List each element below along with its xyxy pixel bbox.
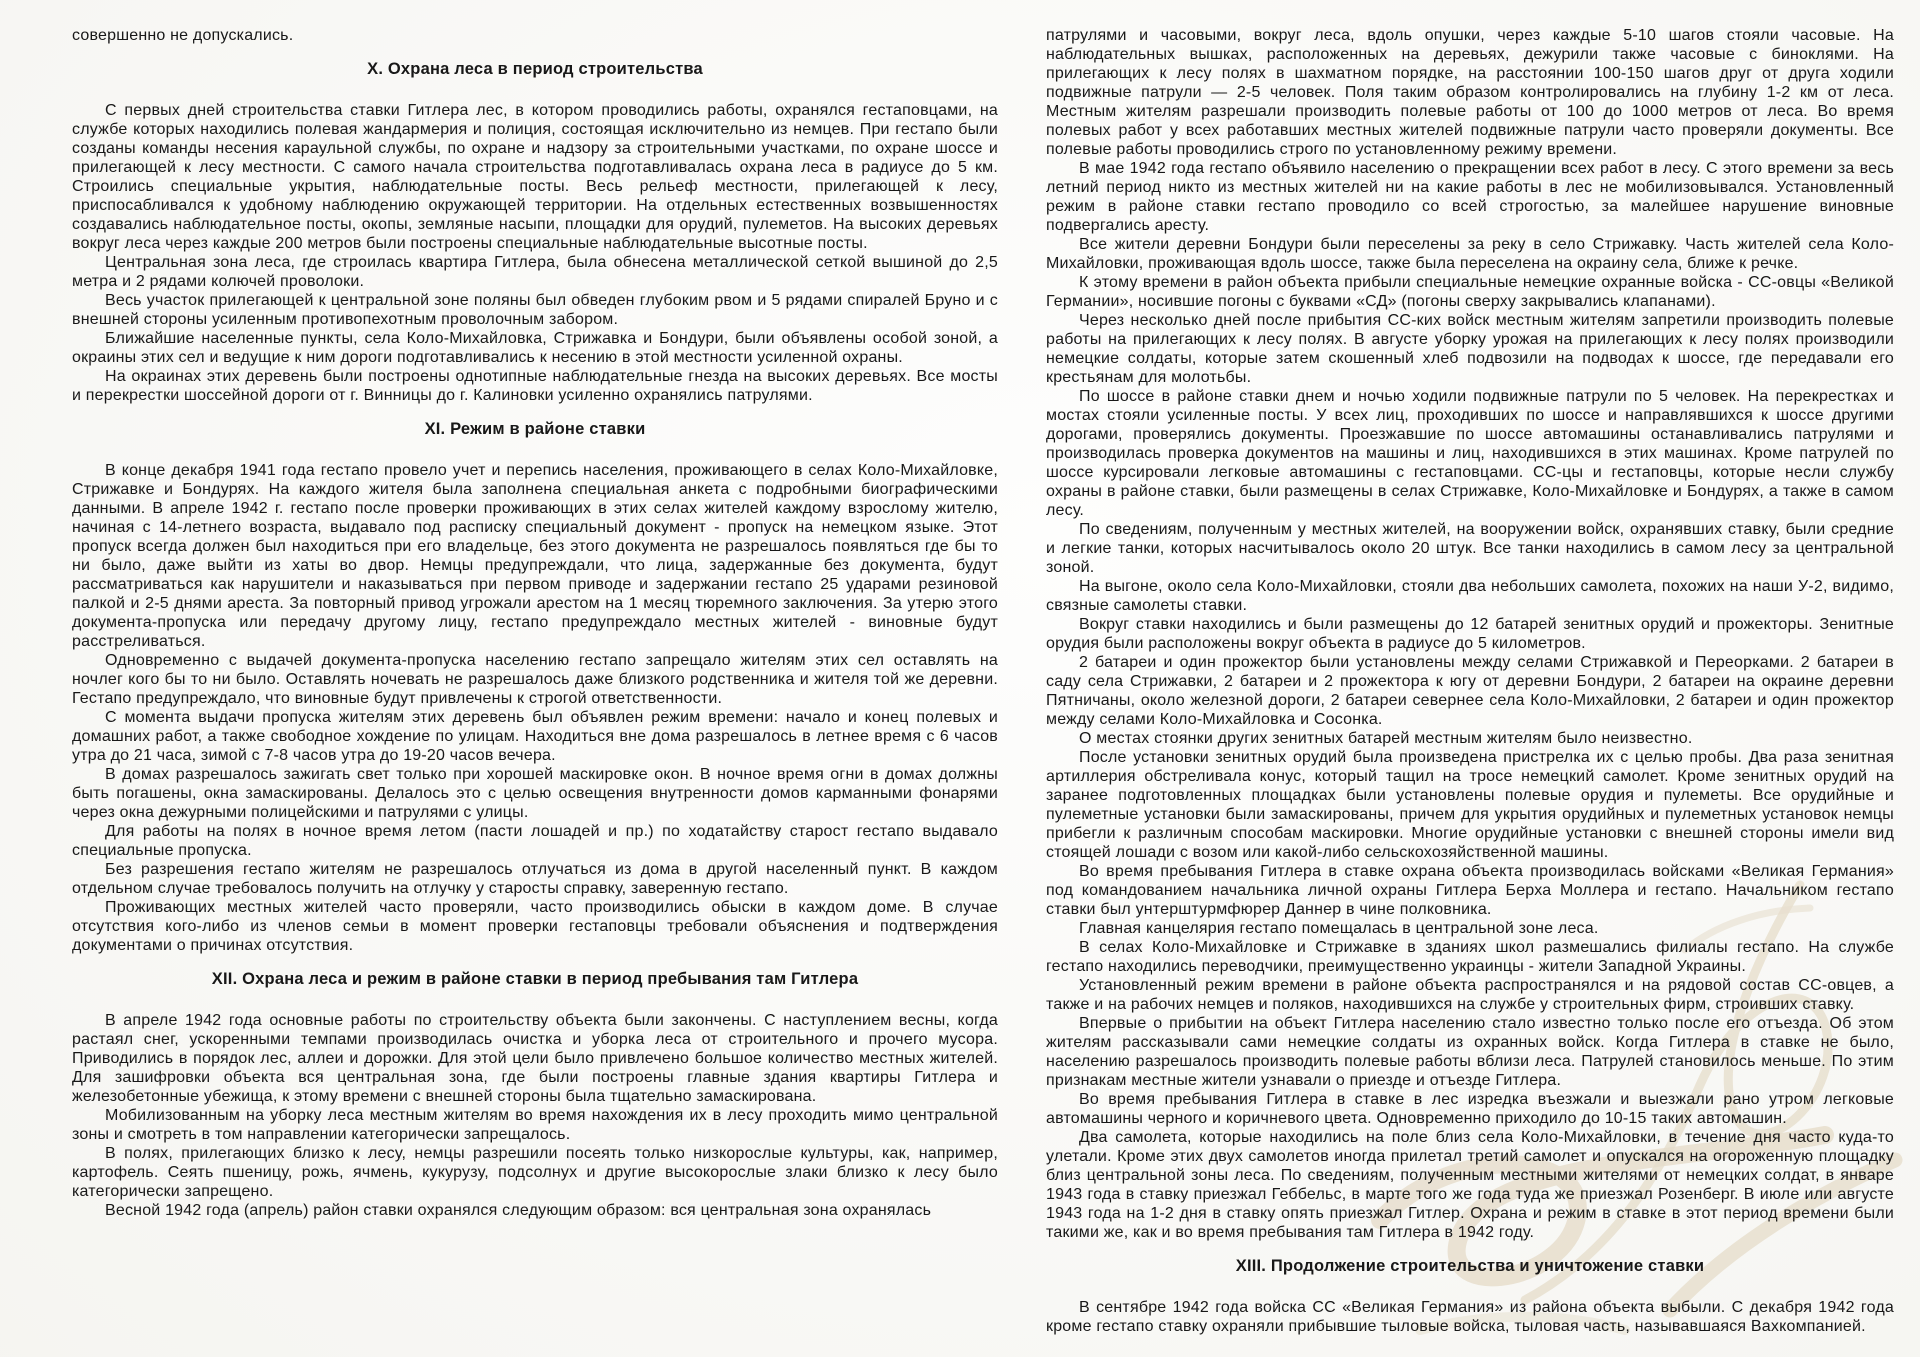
paragraph: Все жители деревни Бондури были переселены за реку в село Стрижавку. Часть жителей села Коло-Михайловки, проживающая вдоль шоссе, также была переселена на окраину села, ближе к речке. [1046,236,1894,272]
paragraph: В домах разрешалось зажигать свет только при хорошей маскировке окон. В ночное время огни в домах должны быть погашены, окна замаскированы. Делалось это с целью освещения внутренности домов карманными фонарями через окна дежурными полицейскими и патрулями с улицы. [72,766,998,821]
paragraph: Весь участок прилегающей к центральной зоне поляны был обведен глубоким рвом и 5 рядами спиралей Бруно и с внешней стороны усиленным противопехотным проволочным забором. [72,292,998,328]
paragraph: Установленный режим времени в районе объекта распространялся и на рядовой состав СС-овцев, а также и на рабочих немцев и поляков, находившихся на службе у строительных фирм, строивших ставку. [1046,977,1894,1013]
paragraph: В апреле 1942 года основные работы по строительству объекта были закончены. С наступлением весны, когда растаял снег, ускоренными темпами производилась очистка и уборка леса от строительного и прочего мусора. Приводились в порядок лес, аллеи и дорожки. Для этой цели было привлечено большое количество местных жителей. Для зашифровки объекта вся центральная зона, где были построены главные здания квартиры Гитлера и железобетонные убежища, к этому времени с внешней стороны была тщательно замаскирована. [72,1012,998,1105]
paragraph: Ближайшие населенные пункты, села Коло-Михайловка, Стрижавка и Бондури, были объявлены особой зоной, а окраины этих сел и ведущие к ним дороги подготавливались к несению в этой местности усиленной охраны. [72,330,998,366]
paragraph: Мобилизованным на уборку леса местным жителям во время нахождения их в лесу проходить мимо центральной зоны и смотреть в том направлении категорически запрещалось. [72,1107,998,1143]
carryover-fragment: совершенно не допускались. [72,27,294,44]
paragraph: Одновременно с выдачей документа-пропуска населению гестапо запрещало жителям этих сел оставлять на ночлег кого бы то ни было. Оставлять ночевать не разрешалось даже близкого родственника и жителя той же деревни. Гестапо предупреждало, что виновные будут привлечены к строгой ответственности. [72,652,998,707]
paragraph: По сведениям, полученным у местных жителей, на вооружении войск, охранявших ставку, были средние и легкие танки, которых насчитывалось около 20 штук. Все танки находились в самом лесу за центральной зоной. [1046,521,1894,576]
right-column [1046,26,1894,1336]
paragraph: После установки зенитных орудий была произведена пристрелка их с целью пробы. Два раза зенитная артиллерия обстреливала конус, который тащил на тросе немецкий самолет. Кроме зенитных орудий на заранее подготовленных площадках были установлены полевые орудия и пулеметы. Все орудийные и пулеметные установки были замаскированы, причем для укрытия орудийных и пулеметных установок немцы прибегли к различным способам маскировки. Многие орудийные установки с внешней стороны имели вид стоящей лошади с возом или какой-либо сельскохозяйственной машины. [1046,749,1894,861]
paragraph: На окраинах этих деревень были построены однотипные наблюдательные гнезда на высоких деревьях. Все мосты и перекрестки шоссейной дороги от г. Винницы до г. Калиновки усиленно охранялись патрулями. [72,368,998,404]
paragraph: Весной 1942 года (апрель) район ставки охранялся следующим образом: вся центральная зона охранялась [105,1202,932,1219]
carryover-fragment: патрулями и часовыми, вокруг леса, вдоль опушки, через каждые 5-10 шагов стояли часовые. На наблюдательных вышках, расположенных на деревьях, дежурили также часовые с биноклями. На прилегающих к лесу полях в шахматном порядке, на расстоянии 100-150 шагов друг от друга ходили подвижные патрули — 2-5 человек. Поля таким образом контролировались на глубину 1-2 км от леса. Местным жителям разрешали производить полевые работы от 100 до 1000 метров от леса. Во время полевых работ у всех работавших местных жителей подвижные патрули часто проверяли документы. Все полевые работы проводились строго по установленному режиму времени. [1046,27,1894,158]
paragraph: В селах Коло-Михайловке и Стрижавке в зданиях школ размешались филиалы гестапо. На службе гестапо находились переводчики, преимущественно украинцы - жители Западной Украины. [1046,939,1894,975]
paragraph: По шоссе в районе ставки днем и ночью ходили подвижные патрули по 5 человек. На перекрестках и мостах стояли усиленные посты. У всех лиц, проходивших по шоссе и направлявшихся к шоссе другими дорогами, проверялись документы. Проезжавшие по шоссе автомашины останавливались патрулями и производилась проверка документов на машины и лиц, находившихся в этих машинах. Кроме патрулей по шоссе курсировали легковые автомашины с гестаповцами. СС-цы и гестаповцы, которые несли службу охраны в районе ставки, были размещены в селах Стрижавке, Коло-Михайловке и Бондурях, а также в самом лесу. [1046,388,1894,519]
paragraph: Во время пребывания Гитлера в ставке в лес изредка въезжали и выезжали рано утром легковые автомашины черного и коричневого цвета. Одновременно приходило до 10-15 таких автомашин. [1046,1091,1894,1127]
paragraph: В мае 1942 года гестапо объявило населению о прекращении всех работ в лесу. С этого времени за весь летний период никто из местных жителей ни на какие работы в лес не мобилизовывался. Установленный режим в районе ставки гестапо проводило со всей строгостью, за малейшее нарушение виновные подвергались аресту. [1046,160,1894,234]
paragraph: В конце декабря 1941 года гестапо провело учет и перепись населения, проживающего в селах Коло-Михайловке, Стрижавке и Бондурях. На каждого жителя была заполнена специальная анкета с подробными биографическими данными. В апреле 1942 г. гестапо после проверки проживающих в этих селах жителей каждому взрослому жителю, начиная с 14-летнего возраста, выдавало под расписку специальный документ - пропуск на немецком языке. Этот пропуск всегда должен был находиться при его владельце, без этого документа не разрешалось появляться где бы то ни было, даже выйти из хаты во двор. Немцы предупреждали, что лица, задержанные без документа, будут рассматриваться как нарушители и наказываться при первом приводе и задержании гестапо 25 ударами резиновой палкой и 2-5 днями ареста. За повторный привод угрожали арестом на 1 месяц тюремного заключения. За утерю этого документа-пропуска или передачу другому лицу, гестапо предупреждало местных жителей - виновные будут расстреливаться. [72,462,998,650]
paragraph: В сентябре 1942 года войска СС «Великая Германия» из района объекта выбыли. С декабря 1942 года кроме гестапо ставку охраняли прибывшие тыловые войска, тыловая часть, называвшаяся Вахкомпанией. [1046,1299,1894,1335]
paragraph: К этому времени в район объекта прибыли специальные немецкие охранные войска - СС-овцы «Великой Германии», носившие погоны с буквами «СД» (погоны сверху закрывались клапанами). [1046,274,1894,310]
paragraph: Главная канцелярия гестапо помещалась в центральной зоне леса. [1079,920,1599,937]
paragraph: Проживающих местных жителей часто проверяли, часто производились обыски в каждом доме. В случае отсутствия кого-либо из членов семьи в момент проверки гестаповцы требовали объяснения и подтверждения документами о причинах отсутствия. [72,899,998,954]
paragraph: Два самолета, которые находились на поле близ села Коло-Михайловки, в течение дня часто куда-то улетали. Кроме этих двух самолетов иногда прилетал третий самолет и опускался на огороженную площадку близ центральной зоны леса. По сведениям, полученным местными жителями от немецких солдат, в январе 1943 года в ставку приезжал Геббельс, в марте того же года туда же приезжал Розенберг. В июле или августе 1943 года на 1-2 дня в ставку опять приезжал Гитлер. Охрана и режим в ставке в этот период времени были такими же, как и во время пребывания там Гитлера в 1942 году. [1046,1129,1894,1241]
paragraph: 2 батареи и один прожектор были установлены между селами Стрижавкой и Переорками. 2 батареи в саду села Стрижавки, 2 батареи и 2 прожектора к югу от деревни Бондури, 2 батареи на окраине деревни Пятничаны, около железной дороги, 2 батареи севернее села Коло-Михайловки, 2 батареи и один прожектор между селами Коло-Михайловка и Сосонка. [1046,654,1894,728]
section-heading-xiii: XIII. Продолжение строительства и уничтожение ставки [1235,1257,1705,1275]
paragraph: Вокруг ставки находились и были размещены до 12 батарей зенитных орудий и прожекторы. Зенитные орудия были расположены вокруг объекта в радиусе до 5 километров. [1046,616,1894,652]
paragraph: С момента выдачи пропуска жителям этих деревень был объявлен режим времени: начало и конец полевых и домашних работ, а также свободное хождение по улицам. Находиться вне дома разрешалось в летнее время с 6 часов утра до 21 часа, зимой с 7-8 часов утра до 19-20 часов вечера. [72,709,998,764]
paragraph: О местах стоянки других зенитных батарей местным жителям было неизвестно. [1079,730,1693,747]
section-heading-xi: XI. Режим в районе ставки [424,420,646,438]
paragraph: Через несколько дней после прибытия СС-ких войск местным жителям запретили производить полевые работы на прилегающих к лесу полях. В августе уборку урожая на прилегающих к лесу полях производили немецкие солдаты, которые затем скошенный хлеб подвозили на подводах к шоссе, где передавали его крестьянам для молотьбы. [1046,312,1894,386]
section-heading-xii: XII. Охрана леса и режим в районе ставки в период пребывания там Гитлера [211,970,859,988]
paragraph: Без разрешения гестапо жителям не разрешалось отлучаться из дома в другой населенный пункт. В каждом отдельном случае требовалось получить на отлучку у старосты справку, заверенную гестапо. [72,861,998,897]
section-heading-x: X. Охрана леса в период строительства [367,60,703,78]
paragraph: Центральная зона леса, где строилась квартира Гитлера, была обнесена металлической сеткой вышиной до 2,5 метра и 2 рядами колючей проволоки. [72,254,998,290]
paragraph: С первых дней строительства ставки Гитлера лес, в котором проводились работы, охранялся гестаповцами, на службе которых находились полевая жандармерия и полиция, состоящая исключительно из немцев. При гестапо были созданы команды несения караульной службы, по охране и надзору за строительными участками, по охране шоссе и прилегающей к лесу местности. С самого начала строительства подготавливалась охрана леса в радиусе до 5 км. Строились специальные укрытия, наблюдательные посты. Весь рельеф местности, прилегающей к лесу, приспосабливался к удобному наблюдению окружающей территории. На отдельных естественных возвышенностях создавались наблюдательное посты, окопы, земляные насыпи, площадки для орудий, пулеметов. На высоких деревьях вокруг леса через каждые 200 метров были построены специальные наблюдательные высотные посты. [72,102,998,252]
left-column [72,26,998,1220]
paragraph: Во время пребывания Гитлера в ставке охрана объекта производилась войсками «Великая Германия» под командованием начальника личной охраны Гитлера Берха Моллера и гестапо. Начальником гестапо ставки был унтерштурмфюрер Даннер в чине полковника. [1046,863,1894,918]
paragraph: Впервые о прибытии на объект Гитлера населению стало известно только после его отъезда. Об этом жителям рассказывали сами немецкие солдаты из охранных войск. Когда Гитлера в ставке не было, населению разрешалось производить полевые работы вблизи леса. Патрулей становилось меньше. По этим признакам местные жители узнавали о приезде и отъезде Гитлера. [1046,1015,1894,1089]
paragraph: На выгоне, около села Коло-Михайловки, стояли два небольших самолета, похожих на наши У-2, видимо, связные самолеты ставки. [1046,578,1894,614]
paragraph: В полях, прилегающих близко к лесу, немцы разрешили посеять только низкорослые культуры, как, например, картофель. Сеять пшеницу, рожь, ячмень, кукурузу, подсолнух и другие высокорослые злаки близко к лесу было категорически запрещено. [72,1145,998,1200]
paragraph: Для работы на полях в ночное время летом (пасти лошадей и пр.) по ходатайству старост гестапо выдавало специальные пропуска. [72,823,998,859]
